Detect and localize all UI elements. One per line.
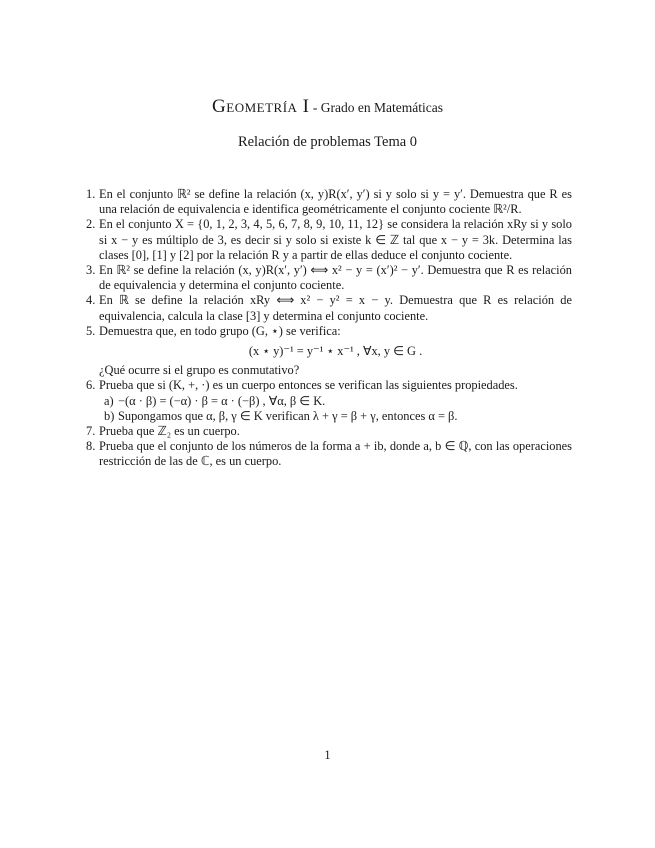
page-number: 1 <box>324 748 331 762</box>
problem-number: 8. <box>86 439 96 454</box>
problem-item <box>86 324 572 379</box>
subitem-text: −(α · β) = (−α) · β = α · (−β) , ∀α, β ∈ K. <box>118 393 326 408</box>
subitem <box>99 394 572 409</box>
subitem-label: b) <box>104 408 115 423</box>
problem-item <box>86 424 572 439</box>
subitem-text: Supongamos que α, β, γ ∈ K verifican λ + γ = β + γ, entonces α = β. <box>118 408 458 423</box>
problem-text: Demuestra que, en todo grupo (G, ⋆) se verifica: <box>99 323 341 338</box>
degree-title: - Grado en Matemáticas <box>309 100 443 115</box>
problem-number: 2. <box>86 217 96 232</box>
problem-number: 7. <box>86 424 96 439</box>
problem-item <box>86 263 572 293</box>
problem-formula: (x ⋆ y)⁻¹ = y⁻¹ ⋆ x⁻¹ , ∀x, y ∈ G . <box>248 344 423 359</box>
subitem <box>99 409 572 424</box>
problem-number: 5. <box>86 323 96 338</box>
problem-number: 4. <box>86 293 96 308</box>
problem-number: 1. <box>86 187 96 201</box>
course-title: Geometría I <box>212 96 310 117</box>
problem-item <box>86 439 572 469</box>
problem-item <box>86 187 572 217</box>
problem-list <box>86 187 572 470</box>
problem-followup: ¿Qué ocurre si el grupo es conmutativo? <box>99 363 300 378</box>
subitem-label: a) <box>104 393 114 408</box>
problem-item <box>86 217 572 263</box>
page-subtitle: Relación de problemas Tema 0 <box>237 134 418 150</box>
problem-text: En ℝ se define la relación xRy ⟺ x² − y² = x − y. Demuestra que R es relación de equivalencia, calcula la clase [3] y determina el conjunto cociente. <box>99 293 572 323</box>
problem-text: En ℝ² se define la relación (x, y)R(x′, y′) ⟺ x² − y = (x′)² − y′. Demuestra que R es relación de equivalencia y determina el conjunto cociente. <box>99 263 572 293</box>
page-title <box>0 96 655 118</box>
subitem-list <box>99 394 572 424</box>
problem-item <box>86 378 572 424</box>
problem-text: En el conjunto X = {0, 1, 2, 3, 4, 5, 6, 7, 8, 9, 10, 11, 12} se considera la relación xRy si y solo si x − y es múltiplo de 3, es decir si y solo si existe k ∈ ℤ tal que x − y = 3k. Determina las clases [0], [1] y [2] por la relación R y a partir de ellas deduce el conjunto cociente. <box>99 217 572 262</box>
problem-number: 3. <box>86 263 96 278</box>
problem-number: 6. <box>86 378 96 393</box>
problem-text: Prueba que el conjunto de los números de la forma a + ib, donde a, b ∈ ℚ, con las operaciones restricción de las de ℂ, es un cuerpo. <box>99 439 572 469</box>
problem-text: Prueba que ℤ₂ es un cuerpo. <box>99 424 240 439</box>
problem-text: Prueba que si (K, +, ·) es un cuerpo entonces se verifican las siguientes propiedades. <box>99 378 518 393</box>
problem-text: En el conjunto ℝ² se define la relación (x, y)R(x′, y′) si y solo si y = y′. Demuestra que R es una relación de equivalencia e identifica geométricamente el conjunto cociente ℝ²/R. <box>99 187 572 217</box>
problem-item <box>86 293 572 323</box>
